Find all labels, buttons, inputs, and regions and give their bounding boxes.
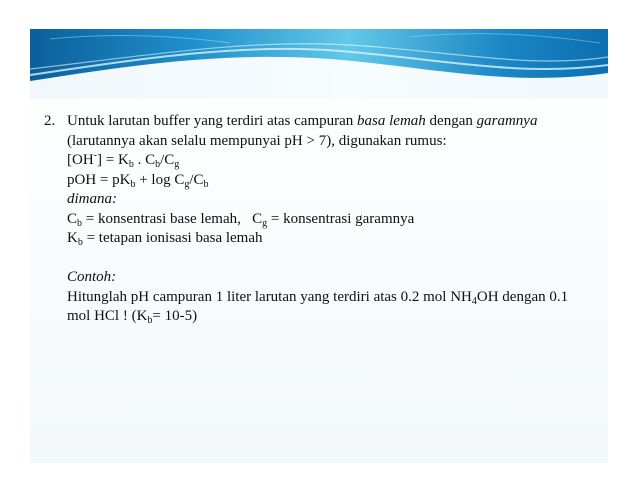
example-sub: b (147, 315, 153, 326)
contoh-label: Contoh: (67, 269, 117, 285)
slide-content (44, 112, 600, 327)
formula-sub: g (174, 159, 180, 170)
formula-text: pOH = pK (67, 171, 131, 188)
formula-sub: b (155, 159, 161, 170)
definition-line-2 (44, 229, 600, 249)
example-text: Hitunglah pH campuran 1 liter larutan yang terdiri atas 0.2 mol NH (67, 288, 472, 305)
wave-graphic (30, 29, 608, 99)
formula-sup: - (93, 150, 98, 161)
formula-text: . C (133, 152, 156, 168)
formula-sub: b (128, 159, 134, 170)
intro-italic-term: basa lemah (357, 113, 426, 129)
definition-text: = tetapan ionisasi basa lemah (82, 230, 263, 246)
definition-text: = konsentrasi base lemah, C (82, 210, 263, 227)
definition-text: = konsentrasi garamnya (267, 210, 415, 227)
definition-sub: g (262, 217, 268, 229)
intro-text-2: dengan (425, 113, 477, 129)
formula-sub: g (184, 178, 190, 190)
example-text: = 10-5) (152, 308, 198, 324)
formula-text: + log C (135, 171, 185, 188)
intro-italic-term-2: garamnya (476, 113, 538, 129)
formula-text: [OH (67, 152, 94, 168)
formula-oh (44, 151, 600, 171)
item-line-2: (larutannya akan selalu mempunyai pH > 7), digunakan rumus: (67, 132, 447, 149)
formula-sub: b (203, 178, 209, 190)
definition-sub: b (77, 237, 83, 248)
slide (30, 29, 608, 463)
list-number: 2. (44, 113, 56, 129)
definition-text: K (67, 230, 78, 246)
formula-text: ] = K (97, 152, 129, 168)
example-line-1 (44, 288, 600, 308)
example-text: OH dengan 0.1 (476, 288, 569, 305)
example-line-2 (44, 307, 600, 327)
intro-text: Untuk larutan buffer yang terdiri atas campuran (67, 113, 358, 129)
formula-text: /C (189, 171, 204, 188)
formula-sub: b (130, 178, 136, 190)
item-line-1 (44, 112, 600, 132)
definition-text: C (67, 210, 78, 227)
dimana-label: dimana: (67, 191, 117, 207)
formula-text: /C (160, 152, 175, 168)
example-text: mol HCl ! (K (67, 308, 148, 324)
definition-line-1 (44, 210, 600, 230)
definition-sub: b (77, 217, 83, 229)
example-sub: 4 (471, 295, 477, 307)
formula-poh (44, 171, 600, 191)
header-banner (30, 29, 608, 99)
spacer (44, 249, 600, 269)
